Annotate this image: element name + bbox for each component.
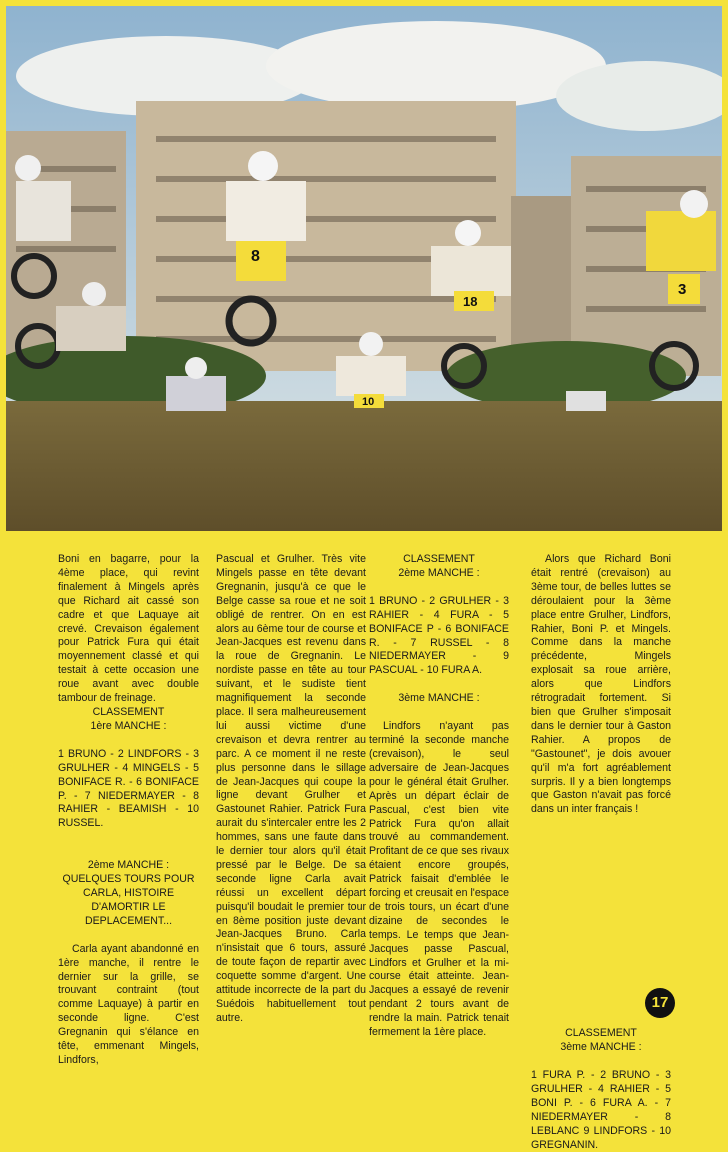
column-4 [531,553,671,1152]
column-2 [216,553,366,1026]
manche-heading: 2ème MANCHE : [398,566,480,579]
bib-10: 10 [362,396,375,408]
paragraph: Boni en bagarre, pour la 4ème place, qui revint finalement à Mingels après que Richard ait cassé son cadre et que Laquaye ait crevé. Crevaison également pour Patrick Fura qui était moyennement classé et qui testait à cette occasion une roue avant avec double tambour de freinage. [58,553,199,705]
classement-heading: CLASSEMENT [403,553,475,565]
bib-8: 8 [251,248,260,265]
manche-heading: 1ère MANCHE : [90,719,167,732]
column-1 [58,553,199,1068]
manche-heading: 3ème MANCHE : [560,1041,642,1054]
bib-18: 18 [463,294,478,309]
page-number: 17 [645,988,675,1018]
results-manche-2: 1 BRUNO - 2 GRULHER - 3 RAHIER - 4 FURA - 5 BONIFACE P - 6 BONIFACE R. - 7 RUSSEL - 8 NIEDERMAYER - 9 PASCUAL - 10 FURA A. [369,594,509,677]
column-3 [369,553,509,1040]
section-heading: 2ème MANCHE : QUELQUES TOURS POUR CARLA, HISTOIRE D'AMORTIR LE DEPLACEMENT... [62,859,195,927]
paragraph: Carla ayant abandonné en 1ère manche, il rentre le dernier sur la grille, se trouvant contraint (tout comme Laquaye) à partir en seconde ligne. C'est Gregnanin qui s'élance en tête, emmenant Mingels, Lindfors, [58,942,199,1066]
paragraph: Pascual et Grulher. Très vite Mingels passe en tête devant Gregnanin, jusqu'à ce que le Belge casse sa roue et ne soit obligé de rentrer. On en est alors au 6ème tour de course et Jean-Jacques est revenu dans la roue de Gregnanin. Le nordiste passe en tête au tour suivant, et le sudiste tient magnifiquement la seconde place. Il sera malheureusement lui aussi victime d'une crevaison et devra rentrer au parc. A ce moment il ne reste plus personne dans le sillage de Jean-Jacques qui coupe la ligne devant Grulher et Gastounet Rahier. Patrick Fura aurait du s'intercaler entre les 2 hommes, sans une faute dans le dernier tour alors qu'il était pressé par le Belge. De sa seconde ligne Carla avait réussi un excellent départ puisqu'il boudait le premier tour en 8ème position juste devant Jean-Jacques Bruno. Carla n'insistait que 6 tours, assuré de toute façon de repartir avec coquette somme d'argent. Une attitude incorrecte de la part du Suédois habituellement tout autre. [216,553,366,1024]
bib-3: 3 [678,281,687,298]
paragraph: Lindfors n'ayant pas terminé la seconde manche (crevaison), le seul adversaire de Jean-Jacques pour le général était Grulher. Après un départ éclair de Pascual, c'est bien vite Patrick Fura qu'on allait trouvé au commandement. Profitant de ce que ses rivaux étaient encore groupés, Patrick faisait d'emblée le forcing et creusait en l'espace de trois tours, un écart d'une dizaine de secondes le temps. Le temps que Jean-Jacques passe Pascual, Lindfors et Grulher et la mi-course était atteinte. Jean-Jacques a essayé de revenir pendant 2 tours avant de rendre la main. Patrick tenait fermement la 1ère place. [369,720,509,1039]
classement-heading: CLASSEMENT [565,1027,637,1040]
classement-heading: CLASSEMENT [92,705,165,718]
motocross-photo [6,6,722,531]
paragraph: Alors que Richard Boni était rentré (crevaison) au 3ème tour, de belles luttes se déroulaient pour la 3ème place entre Grulher, Lindfors, Rahier, Boni P. et Mingels. Comme dans la manche précédente, Mingels explosait sa roue arrière, alors que Lindfors rétrogradait fortement. Si bien que Grulher s'imposait dans le dernier tour à Gaston Rahier. A propos de "Gastounet", je dois avouer qu'il m'a fort agréablement surpris. Il y a bien longtemps que Gaston n'avait pas forcé dans un inter français ! [531,553,671,816]
results-manche-1: 1 BRUNO - 2 LINDFORS - 3 GRULHER - 4 MINGELS - 5 BONIFACE R. - 6 BONIFACE P. - 7 NIEDERMAYER - 8 RAHIER - BEAMISH - 10 RUSSEL. [58,747,199,830]
section-heading: 3ème MANCHE : [398,692,480,705]
results-manche-3: 1 FURA P. - 2 BRUNO - 3 GRULHER - 4 RAHIER - 5 BONI P. - 6 FURA A. - 7 NIEDERMAYER - 8 LEBLANC 9 LINDFORS - 10 GREGNANIN. [531,1069,671,1151]
